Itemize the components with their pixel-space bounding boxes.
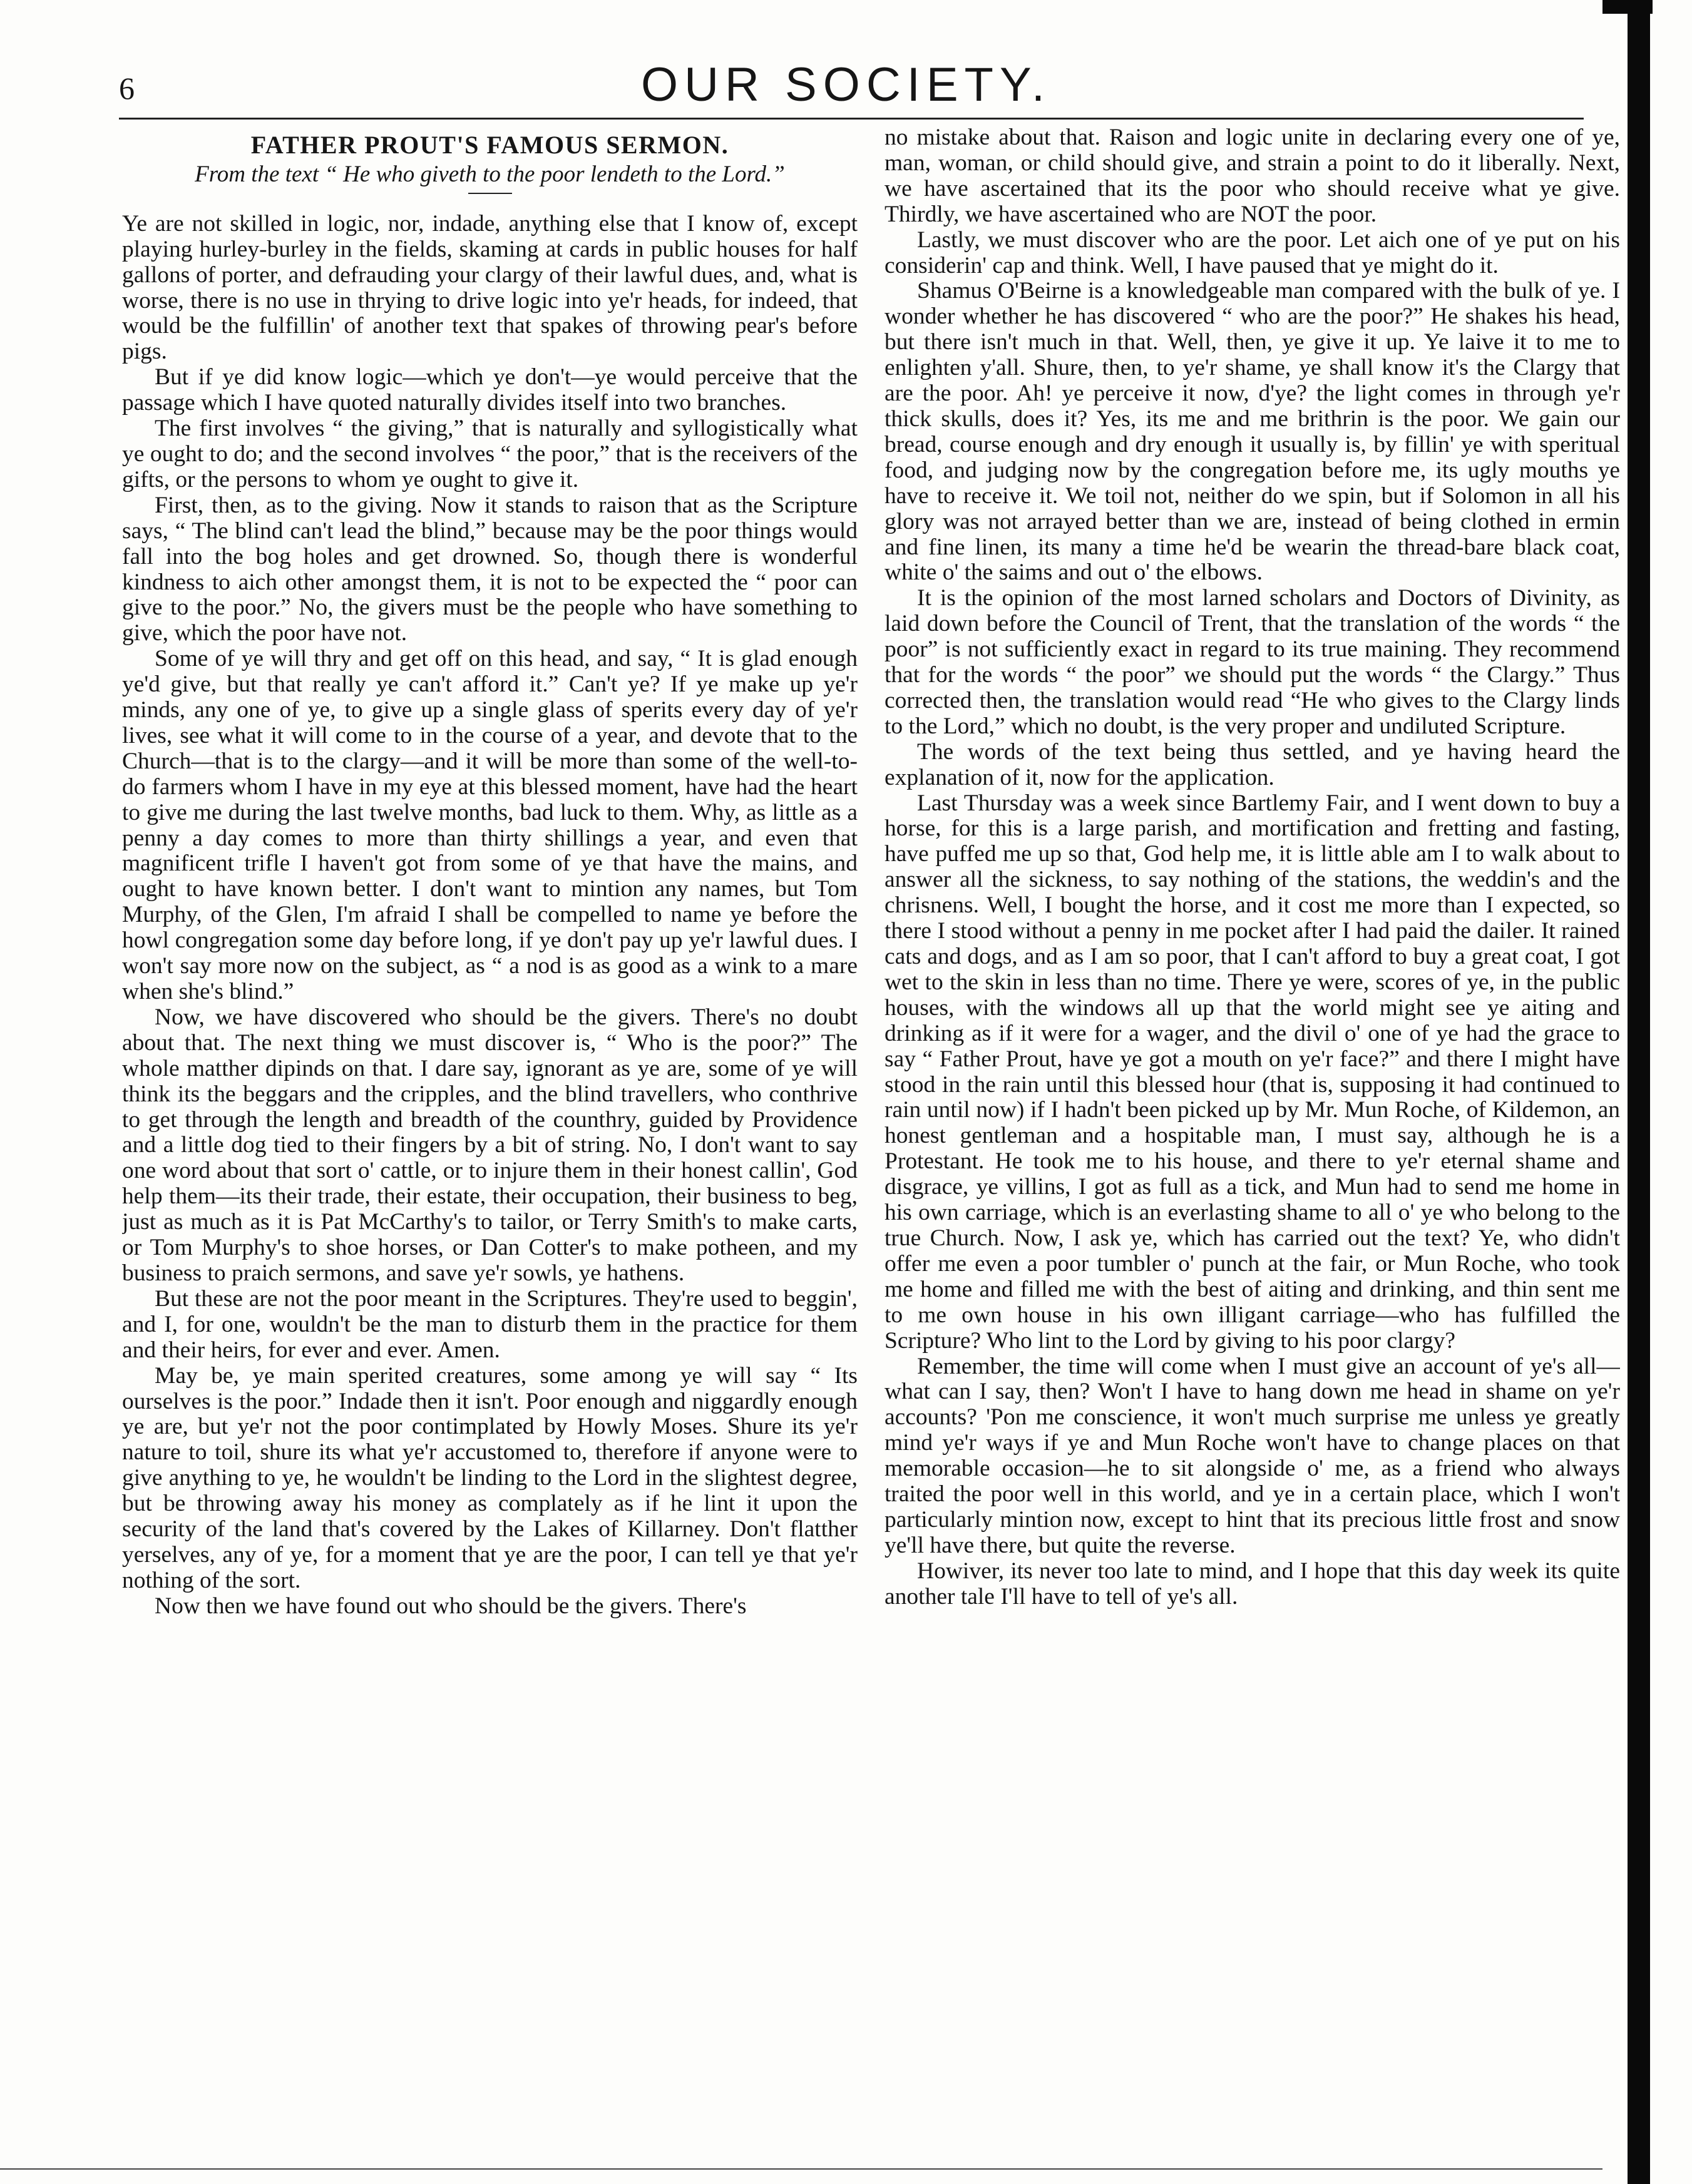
paragraph: The first involves “ the giving,” that is naturally and syllogistically what ye ought to do; and the second involves “ the poor,” that is the receivers of the gifts, or the persons to whom ye ought to give it.	[122, 416, 858, 492]
paragraph: May be, ye main sperited creatures, some among ye will say “ Its ourselves is the poor.” Indade then it isn't. Poor enough and niggardly enough ye are, but ye'r not the poor contimplated by Howly Moses. Shure its ye'r nature to toil, shure its what ye'r accustomed to, therefore if anyone were to give anything to ye, he wouldn't be linding to the Lord in the slightest degree, but be throwing away his money as complately as if he lint it upon the security of the land that's covered by the Lakes of Killarney. Don't flatther yerselves, any of ye, for a moment that ye are the poor, I can tell ye that ye'r nothing of the sort.	[122, 1362, 858, 1593]
paragraph: The words of the text being thus settled, and ye having heard the explanation of it, now for the application.	[884, 738, 1620, 790]
paragraph: Howiver, its never too late to mind, and I hope that this day week its quite another tale I'll have to tell of ye's all.	[884, 1558, 1620, 1610]
bottom-rule	[0, 2168, 1602, 2170]
article-title: FATHER PROUT'S FAMOUS SERMON.	[250, 131, 729, 159]
title-rule	[468, 193, 512, 194]
paragraph: no mistake about that. Raison and logic unite in declaring every one of ye, man, woman, or child should give, and strain a point to do it liberally. Next, we have ascertained that its the poor who should receive what ye give. Thirdly, we have ascertained who are NOT the poor.	[884, 125, 1620, 227]
header-rule	[119, 118, 1584, 120]
paragraph: Lastly, we must discover who are the poor. Let aich one of ye put on his considerin' cap and think. Well, I have paused that ye might do it.	[884, 227, 1620, 278]
paragraph: Now then we have found out who should be the givers. There's	[155, 1593, 747, 1619]
paragraph: Remember, the time will come when I must give an account of ye's all—what can I say, then? Won't I have to hang down me head in shame on ye'r accounts? 'Pon me conscience, it won't much surprise me unless ye greatly mind ye'r ways if ye and Mun Roche won't have to change places on that memorable occasion—he to sit alongside o' me, as a friend who always traited the poor well in this world, and ye in a certain place, which I won't particularly mintion now, except to hint that its precious little frost and snow ye'll have there, but quite the reverse.	[884, 1353, 1620, 1558]
running-title: OUR SOCIETY.	[641, 58, 1051, 111]
paragraph: It is the opinion of the most larned scholars and Doctors of Divinity, as laid down before the Council of Trent, that the translation of the words “ the poor” is not sufficiently exact in regard to its true maining. They recommend that for the words “ the poor” we should put the words “ the Clargy.” Thus corrected then, the translation would read “He who gives to the Clargy linds to the Lord,” which no doubt, is the very proper and undiluted Scripture.	[884, 585, 1620, 739]
paragraph: Some of ye will thry and get off on this head, and say, “ It is glad enough ye'd give, but that really ye can't afford it.” Can't ye? If ye make up ye'r minds, any one of ye, to give up a single glass of sperits every day of ye'r lives, see what it will come to in the course of a year, and devote that to the Church—that is to the clargy—and it will be more than some of the well-to-do farmers whom I have in my eye at this blessed moment, have had the heart to give me during the last twelve months, bad luck to them. Why, as little as a penny a day comes to more than thirty shillings a year, and even that magnificent trifle I haven't got from some of ye that have the mains, and ought to have known better. I don't want to mintion any names, but Tom Murphy, of the Glen, I'm afraid I shall be compelled to name ye before the howl congregation some day before long, if ye don't pay up ye'r lawful dues. I won't say more now on the subject, as “ a nod is as good as a wink to a mare when she's blind.”	[122, 646, 858, 1004]
paragraph: First, then, as to the giving. Now it stands to raison that as the Scripture says, “ The blind can't lead the blind,” because may be the poor things would fall into the bog holes and get drowned. So, though there is wonderful kindness to aich other amongst them, it is not to be expected the “ poor can give to the poor.” No, the givers must be the people who have something to give, which the poor have not.	[122, 492, 858, 646]
paragraph: Ye are not skilled in logic, nor, indade, anything else that I know of, except playing hurley-burley in the fields, skaming at cards in public houses for half gallons of porter, and defrauding your clargy of their lawful dues, and, what is worse, there is no use in thrying to drive logic into ye'r heads, for indeed, that would be the fulfillin' of another text that spakes of throwing pear's before pigs.	[122, 210, 858, 365]
paragraph: Now, we have discovered who should be the givers. There's no doubt about that. The next thing we must discover is, “ Who is the poor?” The whole matther dipinds on that. I dare say, ignorant as ye are, some of ye will think its the beggars and the cripples, and the blind travellers, who conthrive to get through the length and breadth of the counthry, guided by Providence and a little dog tied to their fingers by a bit of string. No, I don't want to say one word about that sort o' cattle, or to injure them in their honest callin', God help them—its their trade, their estate, their occupation, their business to beg, just as much as it is Pat McCarthy's to tailor, or Terry Smith's to make carts, or Tom Murphy's to shoe horses, or Dan Cotter's to make potheen, and my business to praich sermons, and save ye'r sowls, ye hathens.	[122, 1004, 858, 1286]
binding-edge	[1628, 0, 1650, 2184]
right-column	[884, 125, 1620, 2034]
article-subtitle: From the text “ He who giveth to the poor lendeth to the Lord.”	[195, 161, 785, 187]
page-number: 6	[119, 71, 135, 106]
paragraph: Last Thursday was a week since Bartlemy Fair, and I went down to buy a horse, for this is a large parish, and mortification and fretting and fasting, have puffed me up so that, God help me, it is little able am I to walk about to answer all the sickness, to say nothing of the stations, the weddin's and the chrisnens. Well, I bought the horse, and it cost me more than I expected, so there I stood without a penny in me pocket after I had paid the dailer. It rained cats and dogs, and as I am so poor, that I can't afford to buy a great coat, I got wet to the skin in less than no time. There ye were, scores of ye, in the public houses, with the windows all up that the world might see ye aiting and drinking as if it were for a wager, and the divil o' one of ye had the grace to say “ Father Prout, have ye got a mouth on ye'r face?” and there I might have stood in the rain until this blessed hour (that is, supposing it had continued to rain until now) if I hadn't been picked up by Mr. Mun Roche, of Kildemon, an honest gentleman and a hospitable man, I must say, although he is a Protestant. He took me to his house, and there to ye'r eternal shame and disgrace, ye villins, I got as full as a tick, and Mun had to send me home in his own carriage, which is an everlasting shame to all o' ye who belong to the true Church. Now, I ask ye, which has carried out the text? Ye, who didn't offer me even a poor tumbler o' punch at the fair, or Mun Roche, who took me home and filled me with the best of aiting and drinking, and thin sent me to me own house in his own illigant carriage—who has fulfilled the Scripture? Who lint to the Lord by giving to his poor clargy?	[884, 790, 1620, 1354]
paragraph: But if ye did know logic—which ye don't—ye would perceive that the passage which I have quoted naturally divides itself into two branches.	[122, 364, 858, 416]
left-column	[122, 125, 858, 2034]
paragraph: Shamus O'Beirne is a knowledgeable man compared with the bulk of ye. I wonder whether he has discovered “ who are the poor?” He shakes his head, but there isn't much in that. Well, then, ye give it up. Ye laive it to me to enlighten y'all. Shure, then, to ye'r shame, ye shall know it's the Clargy that are the poor. Ah! ye perceive it now, d'ye? the light comes in through ye'r thick skulls, does it? Yes, its me and me brithrin is the poor. We gain our bread, course enough and dry enough it usually is, by fillin' ye with speritual food, and judging now by the congregation before me, its ugly mouths ye have to receive it. We toil not, neither do we spin, but if Solomon in all his glory was not arrayed better than we are, instead of being clothed in ermin and fine linen, its many a time he'd be wearin the thread-bare black coat, white o' the saims and out o' the elbows.	[884, 278, 1620, 586]
paragraph: But these are not the poor meant in the Scriptures. They're used to beggin', and I, for one, wouldn't be the man to disturb them in the practice for them and their heirs, for ever and ever. Amen.	[122, 1285, 858, 1363]
